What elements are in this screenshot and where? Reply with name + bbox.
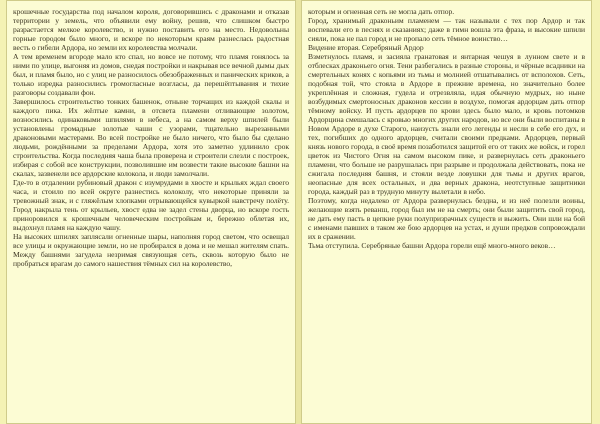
paragraph: Завершилось строительство тонких башенок, отныне торчащих из каждой скалы и каждого пика. Их жёлтые камни, в отсвета пламени отливающие золотом, возносились одинаковыми шпилями в небеса, а на самом верху шпилей были установлены громадные золотые чаши с узорами, тщательно вырезанными драконовыми мастерами. Во всей постройке не было ничего, что было бы сделано людьми, рождёнными за пределами Ардора, хотя это заметно удлинило срок строительства. Когда последняя чаша была проверена и строители слезли с построек, избирая с собой все конструкции, позволившие им возвести такие высокие башни на скалах, зазвенели все ардорские колокола, и люди замолчали. xyxy=(13,97,289,178)
left-page xyxy=(6,0,296,424)
paragraph: А тем временем вгороде мало кто спал, но вовсе не потому, что пламя гонялось за ними по улице, выгоняя из домов, снедая постройки и накрывая все вечной дымы дых был, и пламя было, но с улиц не разносилось обезображенных и панических криков, а только изредка разносились громогласные возгласы, да перешёптывания и тихие разговоры создавали фон. xyxy=(13,52,289,97)
paragraph: Город, хранимый драконьим пламенем — так называли с тех пор Ардор и так воспевали его в песнях и сказаниях; даже в гимн вошла эта фраза, и высокие шпили сияли, пока не пал город и не пропало сеть тёмное воинство… xyxy=(308,16,585,43)
chapter-heading: Видение вторая. Серебряный Ардор xyxy=(308,43,424,52)
right-page-text xyxy=(308,7,585,250)
paragraph: крошечные государства под началом короля, договорившись с драконами и отказав территории у земель, что объявили ему войну, решив, что слишком быстро разрастается мелкое королевство, и нужно поставить его на место. Недовольны горные городом было много, и вскоре по некоторым краям разнеслась радостная весть о гибели Ардора, но земли их королевства молчали. xyxy=(13,7,289,52)
paragraph: Поэтому, когда недалеко от Ардора развернулась бездна, и из неё полезли воины, желающие взять реванш, город был им не на смерть; они были защитить свой город, не дать ему пасть в цепкие руки полупризрачных существ и выжить. Они шли на бой с именами павших в таком же бою ардорцев на устах, и души предков сопровождали их в сражении. xyxy=(308,196,585,241)
paragraph: Где-то в отдалении рубиновый дракон с изумрудами в хвосте и крыльях ждал своего часа, и стоило по всей округе разнестись колоколу, что некоторые приняли за тревожный знак, и с гляжёлым хлопками отрывающейся кувыркой навстречу полёту. Город накрыла тень от крыльев, хвост едва не задел стены дворца, но вскоре гость приноровился к крошечным человеческим постройкам и, бережно облетая их, выдохнул пламя на каждую чашу. xyxy=(13,178,289,232)
paragraph: На высоких шпилях заплясали огненные шары, наполняя город светом, что освещал все улицы и окружающие земли, но не пробирался в дома и не мешал жителям спать. Между башнями загудела незримая связующая сеть, сквозь которую было не пробраться врагам до самого нашествия тёмных сил на королевство, xyxy=(13,232,289,268)
paragraph: Тьма отступила. Серебряные башни Ардора горели ещё много-много веков… xyxy=(308,241,556,250)
paragraph: Взметнулось пламя, и засияла гранатовая и янтарная чешуя в лунном свете и в отблесках драконьего огня. Тени разбегались в разные стороны, и чёрные всадники на смертельных конях с копьями из тьмы и молнией отшатывались от всполохов. Сеть, подобная той, что стояла в Ардоре в прежние времена, но значительно более укреплённая и сложная, гудела и отрезвляла, идая обычную мудрых, но ныне возбудимых смертоносных драконов кессии в воздухе, помогая ардорцам дать отпор тёмному войску. И пусть ардорцев по крови здесь было мало, и кровь потомков Ардорцина смешалась с кровью многих других народов, но все они были воспитаны в Новом Ардоре в духе Старого, наизусть знали его легенды и несли в себе его дух, и тех, погибших до одного ардорцев, считали своими предками. Ардорцев, первый князь нового города, в своё время позаботился защитой его от таких же войск, и горел цветок из Чистого Огня на самом высоком пике, и развернулась сеть драконьего пламени, что больше не разрушалась при разрыве и продолжала действовать, пока не сжигала последняя башня, и стояли везде ловушки для тьмы и других врагов, неопасные для всех остальных, и два верных дракона, неотступные защитники города, каждый раз в трудную минуту вылетали в небо. xyxy=(308,52,585,196)
left-page-text xyxy=(13,7,289,268)
paragraph: которым и огненная сеть не могла дать отпор. xyxy=(308,7,455,16)
right-page xyxy=(301,0,592,424)
